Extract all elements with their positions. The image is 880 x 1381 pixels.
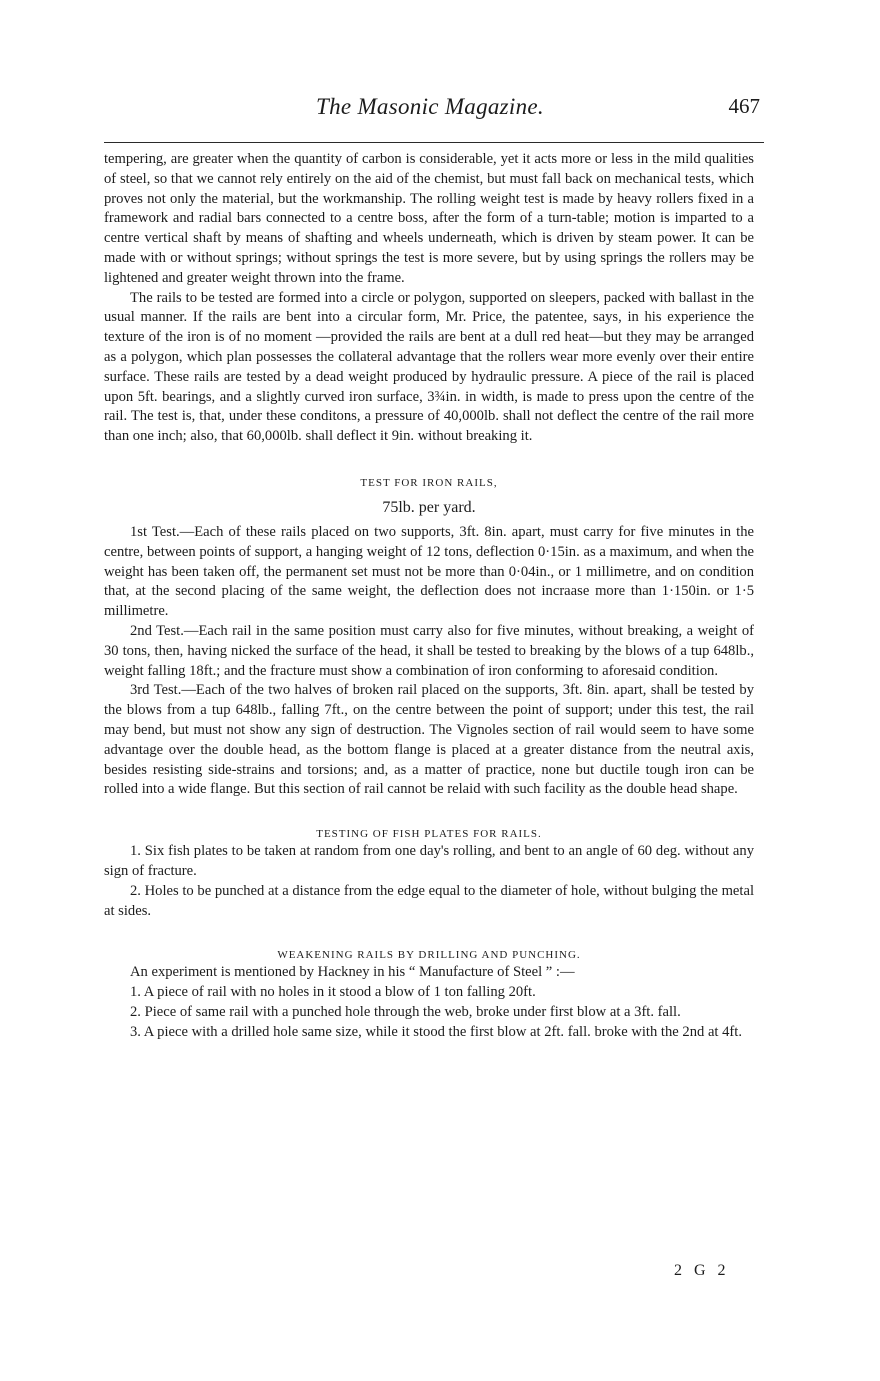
- heading-test-for-iron-rails: TEST FOR IRON RAILS,: [360, 476, 498, 489]
- weakening-item-2: 2. Piece of same rail with a punched hole through the web, broke under first blow at a 3ft. fall.: [130, 1003, 681, 1020]
- running-head: [100, 88, 760, 128]
- test-third: 3rd Test.—Each of the two halves of broken rail placed on the supports, 3ft. 8in. apart, shall be tested by the blows from a tup 648lb., falling 7ft., on the centre between the point of support; under this test, the rail may bend, but must not show any sign of destruction. The Vignoles section of rail would seem to have some advantage over the double head, as the bottom flange is placed at a greater distance from the neutral axis, besides resisting side-strains and torsions; and, as a matter of practice, none but ductile tough iron can be rolled into a wide flange. But this section of rail cannot be relaid with such facility as the double head shape.: [104, 682, 754, 798]
- subheading-weight-per-yard: 75lb. per yard.: [382, 498, 476, 516]
- weakening-item-3: 3. A piece with a drilled hole same size, while it stood the first blow at 2ft. fall. broke with the 2nd at 4ft.: [130, 1023, 742, 1040]
- test-second: 2nd Test.—Each rail in the same position must carry also for five minutes, without breaking, a weight of 30 tons, then, having nicked the surface of the head, it shall be tested to breaking by the blows of a tup 648lb., weight falling 18ft.; and the fracture must show a combination of iron conforming to aforesaid condition.: [104, 622, 754, 679]
- running-title: The Masonic Magazine.: [316, 94, 544, 119]
- page-number: 467: [728, 94, 760, 118]
- header-rule: [104, 142, 764, 143]
- heading-weakening-rails: WEAKENING RAILS BY DRILLING AND PUNCHING.: [277, 949, 581, 962]
- weakening-intro: An experiment is mentioned by Hackney in his “ Manufacture of Steel ” :—: [130, 964, 575, 981]
- weakening-item-1: 1. A piece of rail with no holes in it stood a blow of 1 ton falling 20ft.: [130, 984, 536, 1001]
- heading-fish-plates: TESTING OF FISH PLATES FOR RAILS.: [316, 828, 542, 841]
- paragraph-rails-tested: The rails to be tested are formed into a circle or polygon, supported on sleepers, packed with ballast in the usual manner. If the rails are bent into a circular form, Mr. Price, the patentee, says, in his experience the texture of the iron is of no moment —provided the rails are bent at a dull red heat—but they may be arranged as a polygon, which plan possesses the collateral advantage that the rollers wear more evenly over their entire surface. These rails are tested by a dead weight produced by hydraulic pressure. A piece of the rail is placed upon 5ft. bearings, and a slightly curved iron surface, 3¾in. in width, is made to press upon the centre of the rail. The test is, that, under these conditons, a pressure of 40,000lb. shall not deflect the centre of the rail more than one inch; also, that 60,000lb. shall deflect it 9in. without breaking it.: [104, 289, 754, 445]
- fish-plate-item-1: 1. Six fish plates to be taken at random from one day's rolling, and bent to an angle of 60 deg. without any sign of fracture.: [104, 843, 754, 879]
- paragraph-continued: tempering, are greater when the quantity of carbon is considerable, yet it acts more or less in the mild qualities of steel, so that we cannot rely entirely on the aid of the chemist, but must fall back on mechanical tests, which proves not only the material, but the workmanship. The rolling weight test is made by heavy rollers fixed in a framework and radial bars connected to a centre boss, after the form of a turn-table; motion is imparted to a centre vertical shaft by means of shafting and wheels underneath, which is driven by steam power. It can be made with or without springs; without springs the test is more severe, but by using springs the rollers may be lightened and greater weight thrown into the frame.: [104, 151, 754, 286]
- fish-plate-item-2: 2. Holes to be punched at a distance from the edge equal to the diameter of hole, without bulging the metal at sides.: [104, 882, 754, 919]
- article-body: [104, 150, 754, 1042]
- test-first: 1st Test.—Each of these rails placed on two supports, 3ft. 8in. apart, must carry for five minutes in the centre, between points of support, a hanging weight of 12 tons, deflection 0·15in. as a maximum, and when the weight has been taken off, the permanent set must not be more than 0·04in., or 1 millimetre, and on condition that, at the second placing of the same weight, the deflection does not incraase more than 1·150in. or 1·5 millimetre.: [104, 523, 754, 620]
- signature-mark: 2 G 2: [674, 1262, 730, 1279]
